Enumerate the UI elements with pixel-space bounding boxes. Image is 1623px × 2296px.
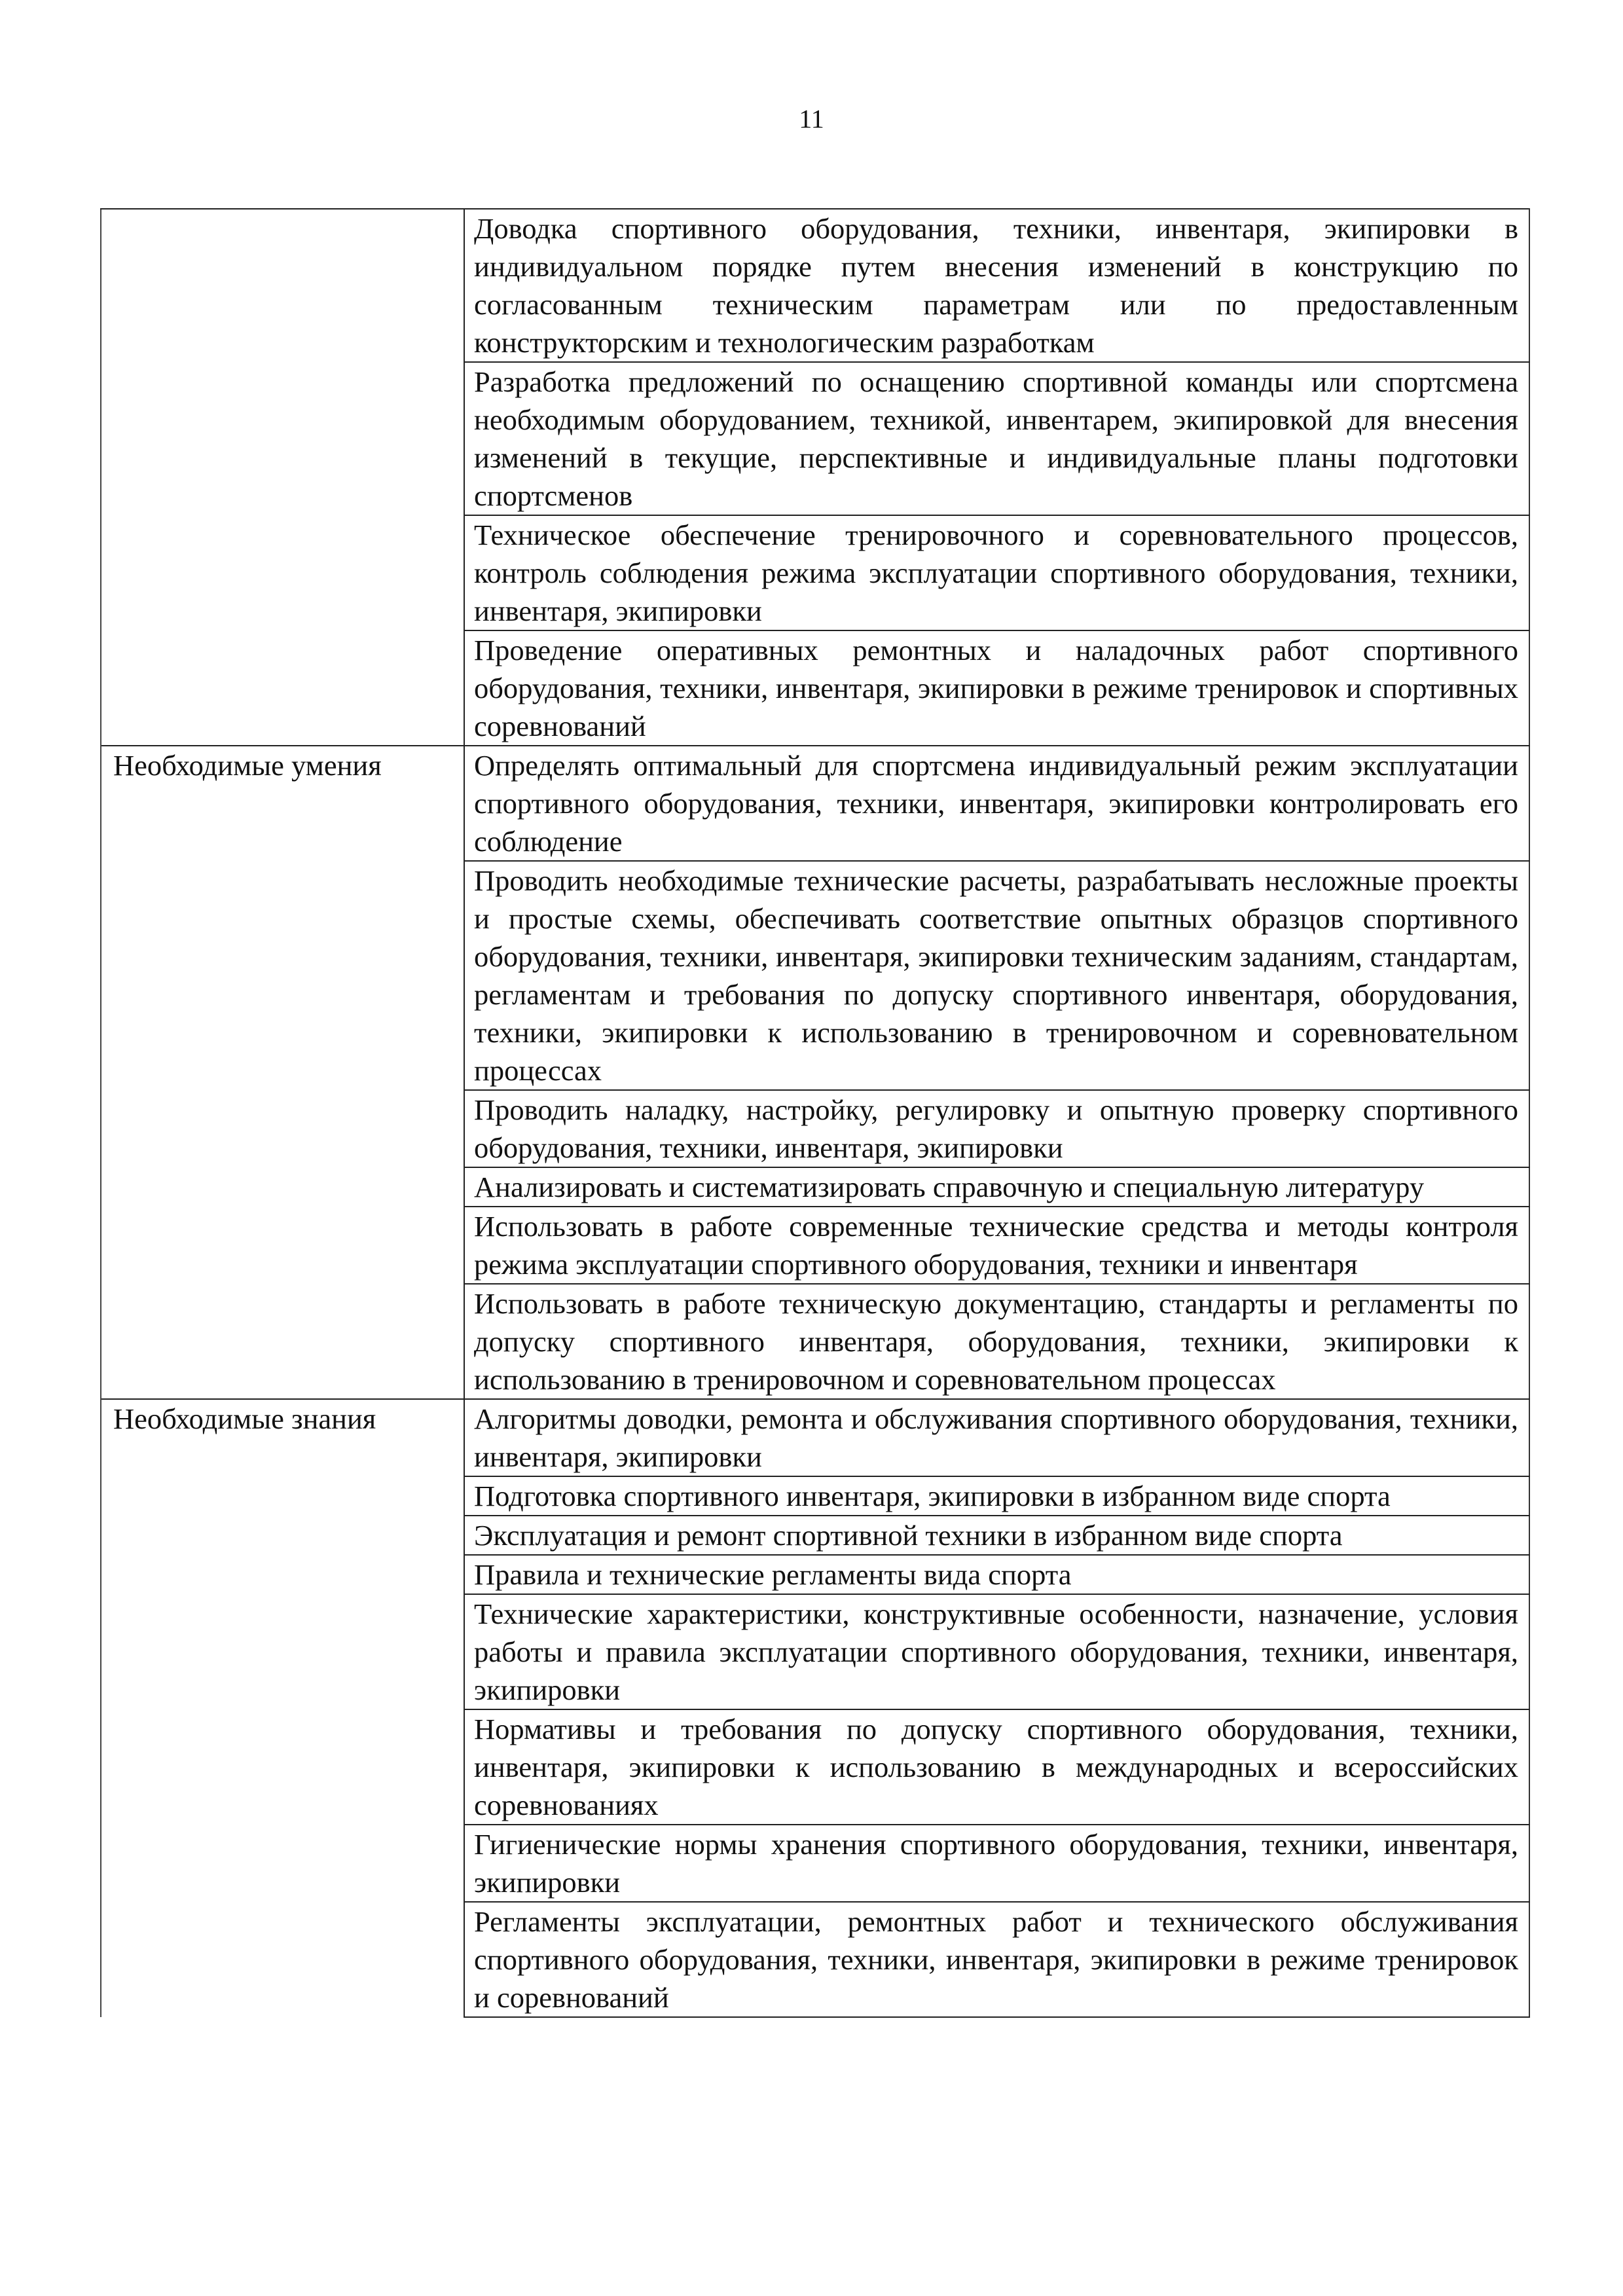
section-label: [101, 209, 464, 746]
requirement-cell: Эксплуатация и ремонт спортивной техники в избранном виде спорта: [464, 1516, 1529, 1555]
table-row: [101, 1399, 1529, 1476]
requirement-cell: Технические характеристики, конструктивные особенности, назначение, условия работы и правила эксплуатации спортивного оборудования, техники, инвентаря, экипировки: [464, 1594, 1529, 1709]
requirement-cell: Подготовка спортивного инвентаря, экипировки в избранном виде спорта: [464, 1476, 1529, 1516]
requirement-cell: Разработка предложений по оснащению спортивной команды или спортсмена необходимым оборудованием, техникой, инвентарем, экипировкой для внесения изменений в текущие, перспективные и индивидуальные планы подготовки спортсменов: [464, 362, 1529, 515]
requirement-cell: Гигиенические нормы хранения спортивного оборудования, техники, инвентаря, экипировки: [464, 1825, 1529, 1902]
table-row: [101, 209, 1529, 362]
requirement-cell: Использовать в работе современные технические средства и методы контроля режима эксплуатации спортивного оборудования, техники и инвентаря: [464, 1207, 1529, 1284]
requirement-cell: Проводить необходимые технические расчеты, разрабатывать несложные проекты и простые схемы, обеспечивать соответствие опытных образцов спортивного оборудования, техники, инвентаря, экипировки техническим заданиям, стандартам, регламентам и требования по допуску спортивного инвентаря, оборудования, техники, экипировки к использованию в тренировочном и соревновательном процессах: [464, 861, 1529, 1090]
requirement-cell: Определять оптимальный для спортсмена индивидуальный режим эксплуатации спортивного оборудования, техники, инвентаря, экипировки контролировать его соблюдение: [464, 746, 1529, 861]
section-label: Необходимые умения: [101, 746, 464, 1399]
requirement-cell: Алгоритмы доводки, ремонта и обслуживания спортивного оборудования, техники, инвентаря, экипировки: [464, 1399, 1529, 1476]
requirement-cell: Проведение оперативных ремонтных и наладочных работ спортивного оборудования, техники, инвентаря, экипировки в режиме тренировок и спортивных соревнований: [464, 630, 1529, 746]
requirement-cell: Правила и технические регламенты вида спорта: [464, 1555, 1529, 1594]
requirement-cell: Проводить наладку, настройку, регулировку и опытную проверку спортивного оборудования, техники, инвентаря, экипировки: [464, 1090, 1529, 1167]
requirement-cell: Использовать в работе техническую документацию, стандарты и регламенты по допуску спортивного инвентаря, оборудования, техники, экипировки к использованию в тренировочном и соревновательном процессах: [464, 1284, 1529, 1399]
requirement-cell: Нормативы и требования по допуску спортивного оборудования, техники, инвентаря, экипировки к использованию в международных и всероссийских соревнованиях: [464, 1709, 1529, 1825]
page-number: 11: [799, 104, 824, 134]
requirement-cell: Регламенты эксплуатации, ремонтных работ и технического обслуживания спортивного оборудования, техники, инвентаря, экипировки в режиме тренировок и соревнований: [464, 1902, 1529, 2017]
requirement-cell: Доводка спортивного оборудования, техники, инвентаря, экипировки в индивидуальном порядке путем внесения изменений в конструкцию по согласованным техническим параметрам или по предоставленным конструкторским и технологическим разработкам: [464, 209, 1529, 362]
requirement-cell: Анализировать и систематизировать справочную и специальную литературу: [464, 1167, 1529, 1207]
section-label: Необходимые знания: [101, 1399, 464, 2017]
requirement-cell: Техническое обеспечение тренировочного и соревновательного процессов, контроль соблюдения режима эксплуатации спортивного оборудования, техники, инвентаря, экипировки: [464, 515, 1529, 630]
table-row: [101, 746, 1529, 861]
requirements-table: [100, 208, 1530, 2018]
